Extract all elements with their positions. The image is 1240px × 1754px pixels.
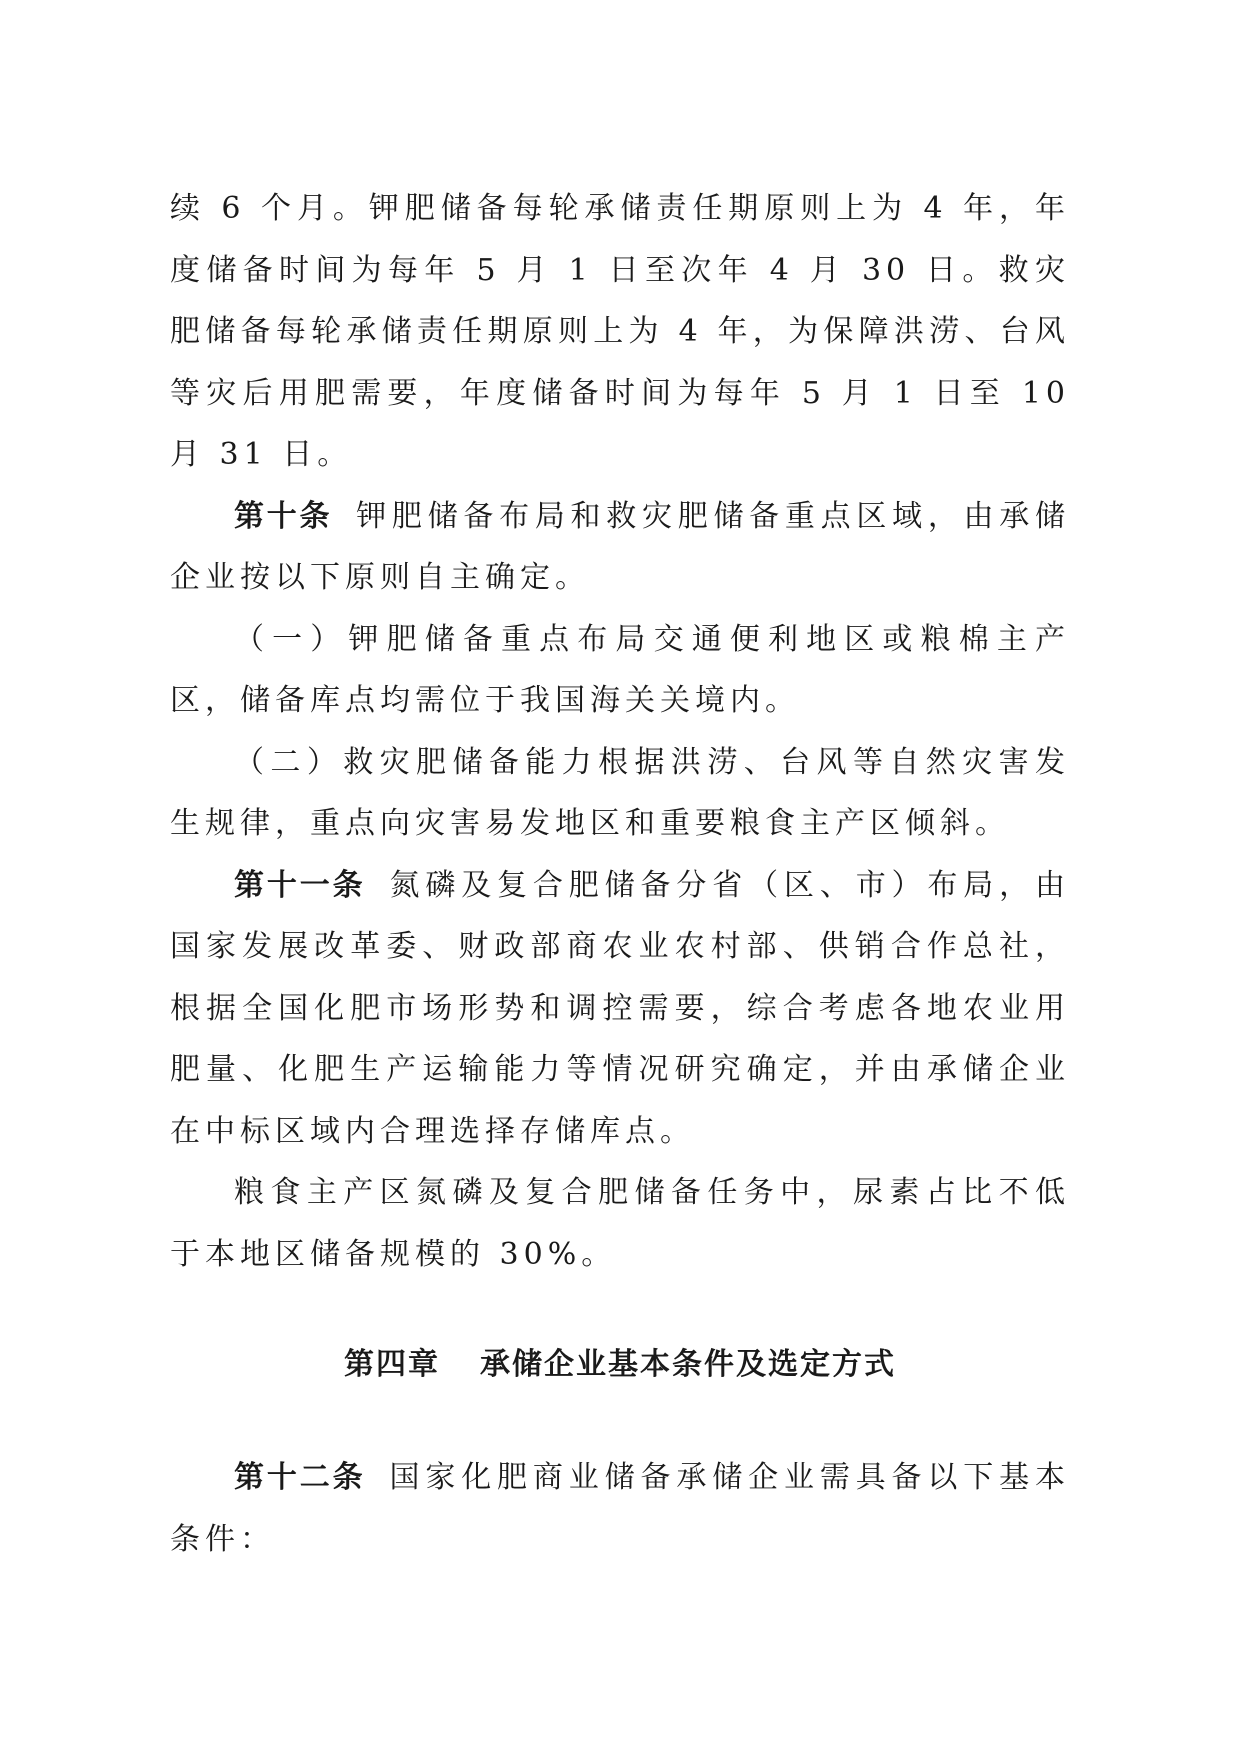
article-12-label: 第十二条 <box>234 1460 366 1495</box>
chapter-heading <box>170 1345 1070 1385</box>
chapter-title: 承储企业基本条件及选定方式 <box>480 1347 896 1382</box>
article-10-text: 钾肥储备布局和救灾肥储备重点区域，由承储企业按以下原则自主确定。 <box>170 498 1071 595</box>
article-11-grain-paragraph: 粮食主产区氮磷及复合肥储备任务中，尿素占比不低于本地区储备规模的 30%。 <box>170 1175 1070 1272</box>
article-12-text: 国家化肥商业储备承储企业需具备以下基本条件： <box>170 1460 1071 1557</box>
article-10-item-1: （一）钾肥储备重点布局交通便利地区或粮棉主产区，储备库点均需位于我国海关关境内。 <box>170 621 1070 718</box>
article-11-label: 第十一条 <box>234 867 366 903</box>
article-10 <box>170 486 1070 609</box>
article-12 <box>170 1447 1070 1570</box>
article-10-label: 第十条 <box>234 498 333 534</box>
article-11-text: 氮磷及复合肥储备分省（区、市）布局，由国家发展改革委、财政部商农业农村部、供销合作总社，根据全国化肥市场形势和调控需要，综合考虑各地农业用肥量、化肥生产运输能力等情况研究确定，并由承储企业在中标区域内合理选择存储库点。 <box>170 867 1071 1149</box>
article-11 <box>170 855 1070 1163</box>
document-page <box>170 178 1070 1570</box>
chapter-number: 第四章 <box>344 1347 440 1382</box>
article-10-item-2: （二）救灾肥储备能力根据洪涝、台风等自然灾害发生规律，重点向灾害易发地区和重要粮食主产区倾斜。 <box>170 744 1070 841</box>
paragraph-continuation: 续 6 个月。钾肥储备每轮承储责任期原则上为 4 年，年度储备时间为每年 5 月 1 日至次年 4 月 30 日。救灾肥储备每轮承储责任期原则上为 4 年，为保障洪涝、台风等灾后用肥需要，年度储备时间为每年 5 月 1 日至 10 月 31 日。 <box>170 191 1070 472</box>
